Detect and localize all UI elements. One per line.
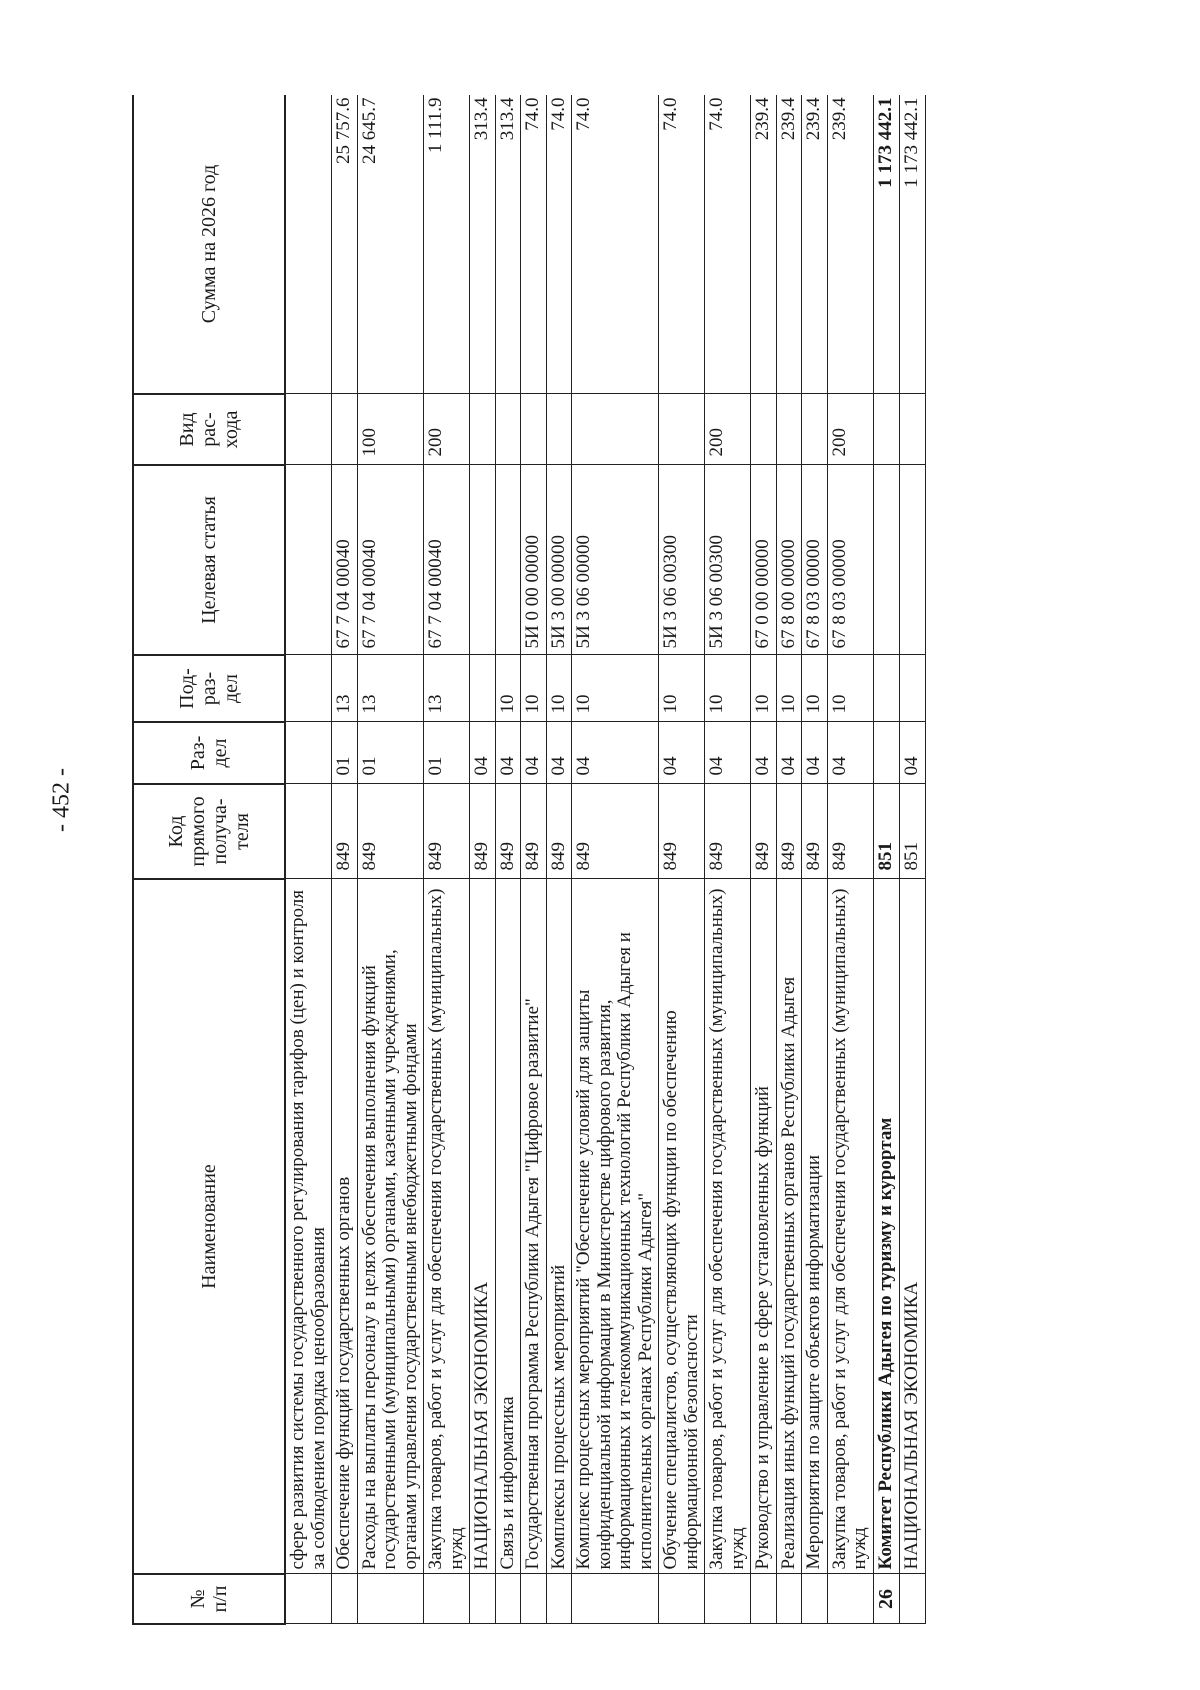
cell-num <box>521 1574 547 1624</box>
cell-sum: 74.0 <box>705 95 751 394</box>
cell-name: НАЦИОНАЛЬНАЯ ЭКОНОМИКА <box>900 879 926 1574</box>
cell-section: 01 <box>424 722 470 784</box>
cell-kind <box>659 394 705 465</box>
cell-kind: 100 <box>357 394 424 465</box>
table-row <box>424 95 470 1624</box>
cell-subsection: 10 <box>705 655 751 722</box>
cell-name: Комплекс процессных мероприятий "Обеспечение условий для защиты конфиденциальной информации в Министерстве цифрового развития, информационных и телекоммуникационных технологий Республики Адыгея и исполнительных органах Республики Адыгея" <box>572 879 659 1574</box>
header-name: Наименование <box>133 879 285 1574</box>
cell-section: 04 <box>546 722 572 784</box>
cell-kind: 200 <box>827 394 873 465</box>
cell-article: 67 8 00 00000 <box>776 465 802 655</box>
cell-num <box>332 1574 358 1624</box>
cell-code: 851 <box>900 784 926 879</box>
cell-article <box>873 465 900 655</box>
cell-num <box>495 1574 521 1624</box>
cell-num <box>546 1574 572 1624</box>
table-row <box>357 95 424 1624</box>
cell-sum: 1 111.9 <box>424 95 470 394</box>
cell-section: 04 <box>827 722 873 784</box>
cell-kind <box>776 394 802 465</box>
cell-name: Закупка товаров, работ и услуг для обеспечения государственных (муниципальных) нужд <box>827 879 873 1574</box>
cell-subsection: 13 <box>332 655 358 722</box>
cell-section <box>285 722 332 784</box>
table-row <box>751 95 777 1624</box>
cell-sum: 313.4 <box>495 95 521 394</box>
cell-name: Мероприятия по защите объектов информатизации <box>802 879 828 1574</box>
cell-sum: 24 645.7 <box>357 95 424 394</box>
cell-article: 67 7 04 00040 <box>332 465 358 655</box>
cell-sum: 239.4 <box>776 95 802 394</box>
cell-subsection: 10 <box>751 655 777 722</box>
cell-num <box>705 1574 751 1624</box>
cell-name: Расходы на выплаты персоналу в целях обеспечения выполнения функций государственными (муниципальными) органами, казенными учреждениями, органами управления государственными внебюджетными фондами <box>357 879 424 1574</box>
table-row <box>332 95 358 1624</box>
cell-code: 849 <box>546 784 572 879</box>
cell-kind <box>332 394 358 465</box>
cell-name: Руководство и управление в сфере установленных функций <box>751 879 777 1574</box>
cell-sum: 239.4 <box>802 95 828 394</box>
cell-name: Комплексы процессных мероприятий <box>546 879 572 1574</box>
cell-code: 849 <box>705 784 751 879</box>
table-row <box>521 95 547 1624</box>
cell-section: 04 <box>495 722 521 784</box>
header-subsection: Под-раз-дел <box>133 655 285 722</box>
cell-code: 849 <box>751 784 777 879</box>
cell-sum <box>285 95 332 394</box>
cell-section: 04 <box>705 722 751 784</box>
cell-num <box>900 1574 926 1624</box>
table-row <box>900 95 926 1624</box>
table-row <box>572 95 659 1624</box>
cell-subsection: 10 <box>827 655 873 722</box>
cell-subsection <box>285 655 332 722</box>
cell-section: 04 <box>659 722 705 784</box>
cell-num <box>470 1574 496 1624</box>
table-row <box>827 95 873 1624</box>
cell-article <box>495 465 521 655</box>
cell-section: 04 <box>900 722 926 784</box>
cell-kind <box>495 394 521 465</box>
cell-section: 01 <box>332 722 358 784</box>
cell-num: 26 <box>873 1574 900 1624</box>
cell-kind <box>521 394 547 465</box>
table-row <box>659 95 705 1624</box>
cell-article: 5И 3 06 00300 <box>705 465 751 655</box>
cell-section: 04 <box>572 722 659 784</box>
cell-kind <box>802 394 828 465</box>
cell-name: Реализация иных функций государственных органов Республики Адыгея <box>776 879 802 1574</box>
cell-subsection: 13 <box>357 655 424 722</box>
table-row <box>873 95 900 1624</box>
cell-sum: 74.0 <box>572 95 659 394</box>
cell-sum: 74.0 <box>521 95 547 394</box>
cell-section: 04 <box>802 722 828 784</box>
cell-num <box>802 1574 828 1624</box>
table-body <box>285 95 926 1624</box>
cell-subsection: 10 <box>495 655 521 722</box>
cell-article: 67 0 00 00000 <box>751 465 777 655</box>
cell-article: 5И 3 06 00300 <box>659 465 705 655</box>
cell-article: 5И 0 00 00000 <box>521 465 547 655</box>
cell-name: НАЦИОНАЛЬНАЯ ЭКОНОМИКА <box>470 879 496 1574</box>
table-row <box>470 95 496 1624</box>
page-number: - 452 - <box>48 768 75 832</box>
cell-num <box>659 1574 705 1624</box>
cell-sum: 1 173 442.1 <box>900 95 926 394</box>
cell-name: Связь и информатика <box>495 879 521 1574</box>
cell-subsection: 10 <box>659 655 705 722</box>
cell-kind: 200 <box>424 394 470 465</box>
cell-kind <box>873 394 900 465</box>
cell-kind <box>470 394 496 465</box>
cell-code: 849 <box>659 784 705 879</box>
cell-code: 849 <box>521 784 547 879</box>
cell-subsection: 13 <box>424 655 470 722</box>
cell-article: 67 8 03 00000 <box>827 465 873 655</box>
cell-article: 67 7 04 00040 <box>424 465 470 655</box>
cell-section: 04 <box>521 722 547 784</box>
table-row <box>705 95 751 1624</box>
header-kind: Вид рас-хода <box>133 394 285 465</box>
cell-section: 01 <box>357 722 424 784</box>
cell-code: 849 <box>332 784 358 879</box>
cell-article <box>285 465 332 655</box>
cell-code: 849 <box>572 784 659 879</box>
cell-subsection: 10 <box>521 655 547 722</box>
cell-kind <box>572 394 659 465</box>
cell-article <box>900 465 926 655</box>
cell-article: 5И 3 06 00000 <box>572 465 659 655</box>
cell-name: Обеспечение функций государственных органов <box>332 879 358 1574</box>
cell-name: сфере развития системы государственного регулирования тарифов (цен) и контроля за соблюдением порядка ценообразования <box>285 879 332 1574</box>
cell-code: 849 <box>470 784 496 879</box>
cell-name: Государственная программа Республики Адыгея "Цифровое развитие" <box>521 879 547 1574</box>
cell-subsection <box>873 655 900 722</box>
cell-code: 849 <box>802 784 828 879</box>
header-row <box>133 95 285 1624</box>
cell-sum: 74.0 <box>546 95 572 394</box>
budget-table-rotated-wrapper <box>132 95 1082 1625</box>
cell-subsection: 10 <box>546 655 572 722</box>
cell-num <box>285 1574 332 1624</box>
header-article: Целевая статья <box>133 465 285 655</box>
table-row <box>546 95 572 1624</box>
cell-num <box>776 1574 802 1624</box>
cell-subsection <box>900 655 926 722</box>
cell-kind <box>751 394 777 465</box>
cell-name: Закупка товаров, работ и услуг для обеспечения государственных (муниципальных) нужд <box>705 879 751 1574</box>
cell-name: Закупка товаров, работ и услуг для обеспечения государственных (муниципальных) нужд <box>424 879 470 1574</box>
table-row <box>802 95 828 1624</box>
cell-article <box>470 465 496 655</box>
cell-sum: 239.4 <box>751 95 777 394</box>
cell-article: 67 7 04 00040 <box>357 465 424 655</box>
cell-num <box>357 1574 424 1624</box>
header-num: № п/п <box>133 1574 285 1624</box>
cell-num <box>751 1574 777 1624</box>
header-code: Код прямого получа-теля <box>133 784 285 879</box>
cell-sum: 74.0 <box>659 95 705 394</box>
cell-code: 849 <box>357 784 424 879</box>
table-header <box>133 95 285 1624</box>
table-row <box>776 95 802 1624</box>
cell-code: 849 <box>495 784 521 879</box>
cell-code <box>285 784 332 879</box>
cell-article: 5И 3 00 00000 <box>546 465 572 655</box>
cell-code: 851 <box>873 784 900 879</box>
cell-kind: 200 <box>705 394 751 465</box>
budget-table-sheet <box>132 95 1082 1625</box>
cell-kind <box>285 394 332 465</box>
budget-table <box>132 95 926 1625</box>
cell-code: 849 <box>827 784 873 879</box>
cell-subsection: 10 <box>802 655 828 722</box>
cell-sum: 313.4 <box>470 95 496 394</box>
table-row <box>285 95 332 1624</box>
cell-name: Обучение специалистов, осуществляющих функции по обеспечению информационной безопасности <box>659 879 705 1574</box>
cell-num <box>827 1574 873 1624</box>
cell-kind <box>900 394 926 465</box>
cell-section <box>873 722 900 784</box>
cell-code: 849 <box>424 784 470 879</box>
cell-sum: 1 173 442.1 <box>873 95 900 394</box>
cell-name: Комитет Республики Адыгея по туризму и курортам <box>873 879 900 1574</box>
table-row <box>495 95 521 1624</box>
cell-article: 67 8 03 00000 <box>802 465 828 655</box>
header-sum: Сумма на 2026 год <box>133 95 285 394</box>
cell-code: 849 <box>776 784 802 879</box>
cell-sum: 25 757.6 <box>332 95 358 394</box>
cell-section: 04 <box>776 722 802 784</box>
cell-kind <box>546 394 572 465</box>
cell-num <box>572 1574 659 1624</box>
header-section: Раз-дел <box>133 722 285 784</box>
cell-num <box>424 1574 470 1624</box>
cell-section: 04 <box>470 722 496 784</box>
cell-section: 04 <box>751 722 777 784</box>
cell-subsection: 10 <box>776 655 802 722</box>
cell-sum: 239.4 <box>827 95 873 394</box>
cell-subsection <box>470 655 496 722</box>
cell-subsection: 10 <box>572 655 659 722</box>
